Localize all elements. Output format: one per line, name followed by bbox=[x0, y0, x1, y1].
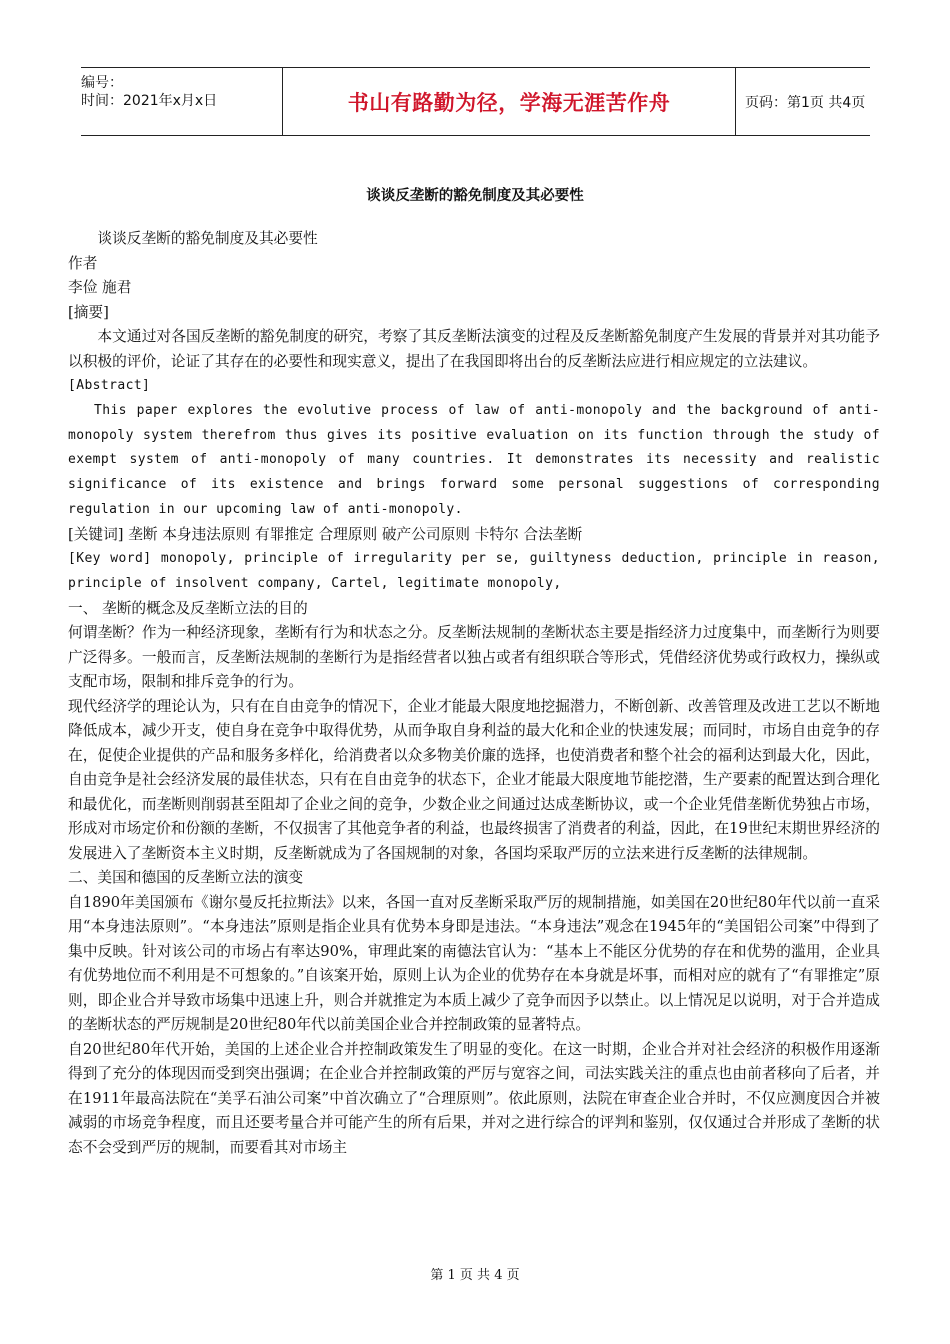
author-names: 李俭 施君 bbox=[68, 279, 132, 296]
header-meta bbox=[81, 68, 281, 135]
paragraph: 自1890年美国颁布《谢尔曼反托拉斯法》以来，各国一直对反垄断采取严厉的规制措施，如美国在20世纪80年代以前一直采用“本身违法原则”。“本身违法”原则是指企业具有优势本身即是违法。“本身违法”观念在1945年的“美国铝公司案”中得到了集中反映。针对该公司的市场占有率达90%，审理此案的南德法官认为：“基本上不能区分优势的存在和优势的滥用，企业具有优势地位而不利用是不可想象的。”自该案开始，原则上认为企业的优势存在本身就是坏事，而相对应的就有了“有罪推定”原则，即企业合并导致市场集中迅速上升，则合并就推定为本质上减少了竞争而因予以禁止。以上情况足以说明，对于合并造成的垄断状态的严厉规制是20世纪80年代以前美国企业合并控制政策的显著特点。 bbox=[68, 893, 880, 1034]
document-time: 时间：2021年x月x日 bbox=[81, 93, 218, 109]
keywords-en: [Key word] monopoly, principle of irregularity per se, guiltyness deduction, principle in reason, principle of insolvent company, Cartel, legitimate monopoly, bbox=[68, 551, 880, 592]
header-page-info bbox=[735, 68, 870, 135]
subtitle: 谈谈反垄断的豁免制度及其必要性 bbox=[97, 230, 318, 247]
page-footer: 第 1 页 共 4 页 bbox=[430, 1268, 520, 1283]
page-info: 页码：第1页 共4页 bbox=[745, 94, 866, 111]
document-number: 编号： bbox=[81, 75, 123, 91]
abstract-cn-text: 本文通过对各国反垄断的豁免制度的研究，考察了其反垄断法演变的过程及反垄断豁免制度产生发展的背景并对其功能予以积极的评价，论证了其存在的必要性和现实意义，提出了在我国即将出台的反垄断法应进行相应规定的立法建议。 bbox=[68, 328, 880, 370]
document-title: 谈谈反垄断的豁免制度及其必要性 bbox=[366, 188, 584, 204]
paragraph: 自20世纪80年代开始，美国的上述企业合并控制政策发生了明显的变化。在这一时期，企业合并对社会经济的积极作用逐渐得到了充分的体现因而受到突出强调；在企业合并控制政策的严厉与宽容之间，司法实践关注的重点也由前者移向了后者，并在1911年最高法院在“美孚石油公司案”中首次确立了“合理原则”。依此原则，法院在审查企业合并时，不仅应测度因合并被减弱的市场竞争程度，而且还要考量合并可能产生的所有后果，并对之进行综合的评判和鉴别，仅仅通过合并形成了垄断的状态不会受到严厉的规制，而要看其对市场主 bbox=[68, 1040, 880, 1156]
abstract-en-label: [Abstract] bbox=[68, 378, 151, 393]
document-body bbox=[68, 227, 880, 1160]
keywords-cn: [关键词] 垄断 本身违法原则 有罪推定 合理原则 破产公司原则 卡特尔 合法垄断 bbox=[68, 525, 583, 543]
section-heading-1: 一、 垄断的概念及反垄断立法的目的 bbox=[68, 599, 308, 617]
abstract-cn-label: [摘要] bbox=[68, 303, 109, 321]
paragraph: 何谓垄断？作为一种经济现象，垄断有行为和状态之分。反垄断法规制的垄断状态主要是指经济力过度集中，而垄断行为则要广泛得多。一般而言，反垄断法规制的垄断行为是指经营者以独占或者有组织联合等形式，凭借经济优势或行政权力，操纵或支配市场，限制和排斥竞争的行为。 bbox=[68, 624, 880, 691]
motto: 书山有路勤为径，学海无涯苦作舟 bbox=[347, 90, 671, 115]
paragraph: 现代经济学的理论认为，只有在自由竞争的情况下，企业才能最大限度地挖掘潜力，不断创新、改善管理及改进工艺以不断地降低成本，减少开支，使自身在竞争中取得优势，从而争取自身利益的最大化和企业的快速发展；而同时，市场自由竞争的存在，促使企业提供的产品和服务多样化，给消费者以众多物美价廉的选择，也使消费者和整个社会的福利达到最大化，因此，自由竞争是社会经济发展的最佳状态，只有在自由竞争的状态下，企业才能最大限度地节能挖潜，生产要素的配置达到合理化和最优化，而垄断则削弱甚至阻却了企业之间的竞争，少数企业之间通过达成垄断协议，或一个企业凭借垄断优势独占市场，形成对市场定价和份额的垄断，不仅损害了其他竞争者的利益，也最终损害了消费者的利益，因此，在19世纪末期世界经济的发展进入了垄断资本主义时期，反垄断就成为了各国规制的对象，各国均采取严厉的立法来进行反垄断的法律规制。 bbox=[68, 697, 880, 862]
header-motto-cell bbox=[282, 68, 736, 135]
section-heading-2: 二、美国和德国的反垄断立法的演变 bbox=[68, 869, 304, 887]
page-header bbox=[81, 67, 870, 136]
abstract-en-text: This paper explores the evolutive process of law of anti-monopoly and the background of anti-monopoly system therefrom thus gives its positive evaluation on its function through the study of exempt system of anti-monopoly of many countries. It demonstrates its necessity and realistic significance of its existence and brings forward some personal suggestions of corresponding regulation in our upcoming law of anti-monopoly. bbox=[68, 402, 880, 517]
author-label: 作者 bbox=[68, 254, 98, 272]
